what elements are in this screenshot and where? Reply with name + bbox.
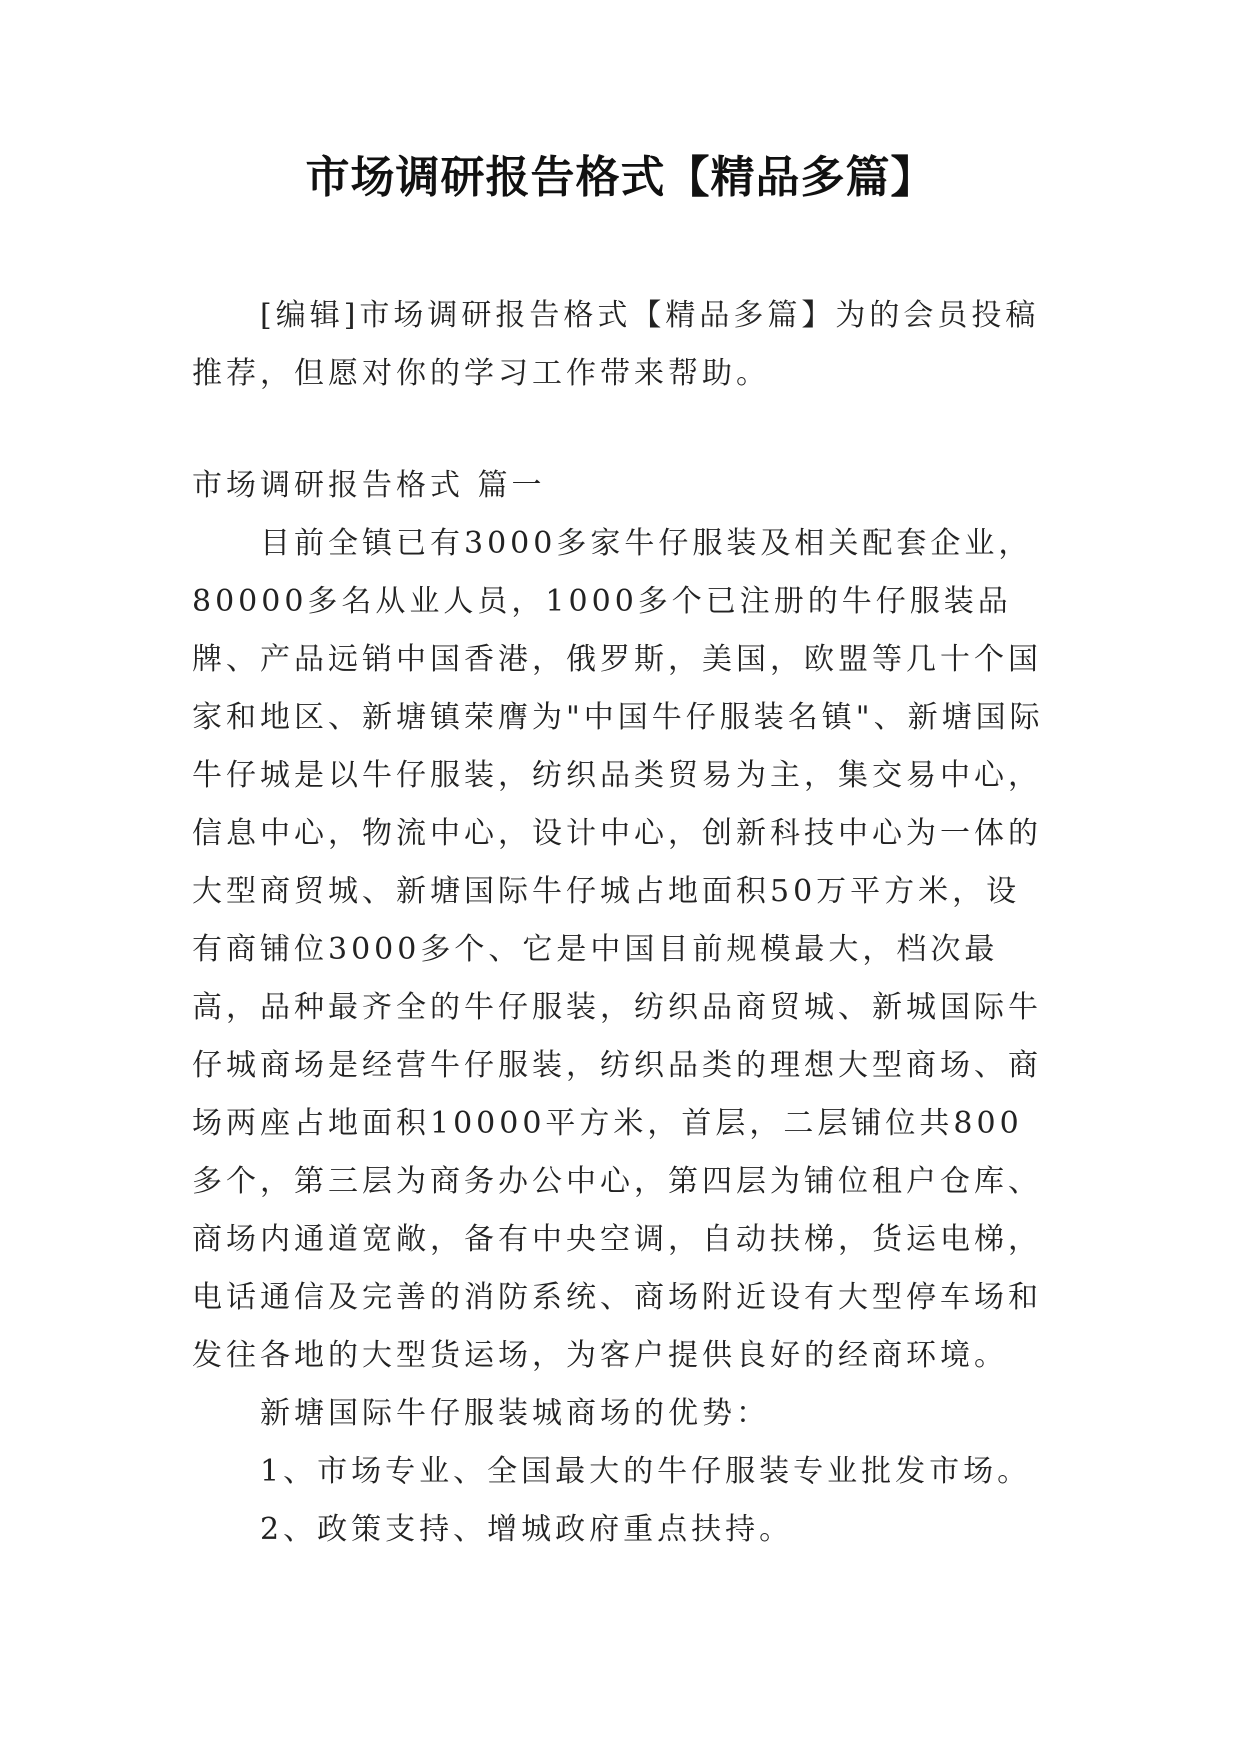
advantage-item-1: 1、市场专业、全国最大的牛仔服装专业批发市场。 xyxy=(260,1454,1032,1489)
advantages-intro: 新塘国际牛仔服装城商场的优势： xyxy=(260,1396,770,1431)
document-title: 市场调研报告格式【精品多篇】 xyxy=(305,152,936,203)
section-heading: 市场调研报告格式 篇一 xyxy=(192,468,546,503)
body-paragraph: 目前全镇已有3000多家牛仔服装及相关配套企业，80000多名从业人员，1000多个已注册的牛仔服装品牌、产品远销中国香港，俄罗斯，美国，欧盟等几十个国家和地区、新塘镇荣膺为"中国牛仔服装名镇"、新塘国际牛仔城是以牛仔服装，纺织品类贸易为主，集交易中心，信息中心，物流中心，设计中心，创新科技中心为一体的大型商贸城、新塘国际牛仔城占地面积50万平方米，设有商铺位3000多个、它是中国目前规模最大，档次最高，品种最齐全的牛仔服装，纺织品商贸城、新城国际牛仔城商场是经营牛仔服装，纺织品类的理想大型商场、商场两座占地面积10000平方米，首层，二层铺位共800多个，第三层为商务办公中心，第四层为铺位租户仓库、商场内通道宽敞，备有中央空调，自动扶梯，货运电梯，电话通信及完善的消防系统、商场附近设有大型停车场和发往各地的大型货运场，为客户提供良好的经商环境。 xyxy=(192,526,1044,1373)
advantage-item-2: 2、政策支持、增城政府重点扶持。 xyxy=(260,1512,794,1547)
document-body xyxy=(192,287,1054,1559)
intro-paragraph: [编辑]市场调研报告格式【精品多篇】为的会员投稿推荐，但愿对你的学习工作带来帮助。 xyxy=(192,298,1040,391)
